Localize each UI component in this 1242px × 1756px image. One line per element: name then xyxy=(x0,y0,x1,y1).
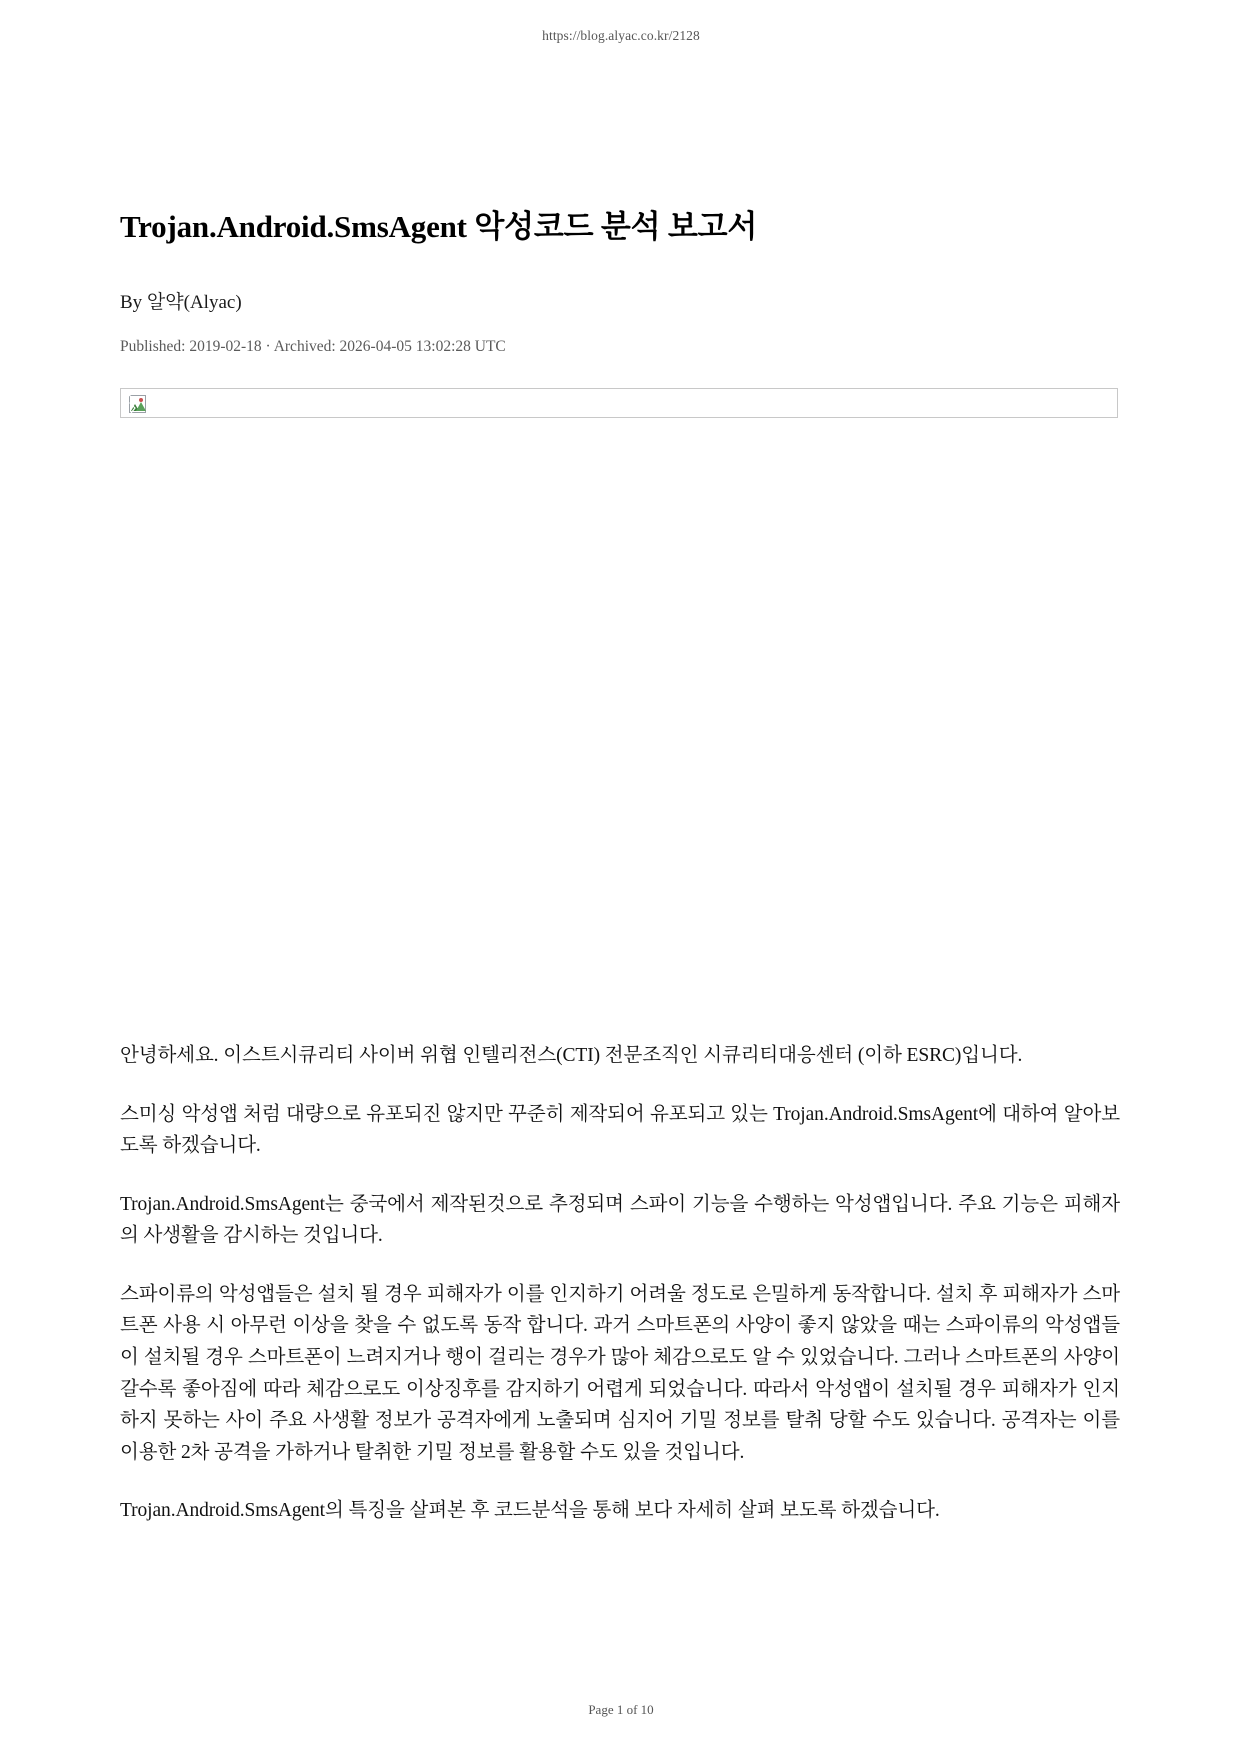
publication-meta: Published: 2019-02-18 · Archived: 2026-04-05 13:02:28 UTC xyxy=(120,338,506,355)
tear-line-icon xyxy=(129,395,146,413)
article-body xyxy=(120,1040,1120,1554)
paragraph: Trojan.Android.SmsAgent는 중국에서 제작된것으로 추정되며 스파이 기능을 수행하는 악성앱입니다. 주요 기능은 피해자의 사생활을 감시하는 것입니다. xyxy=(120,1193,1120,1247)
broken-image-placeholder xyxy=(120,388,1118,418)
paragraph: 스파이류의 악성앱들은 설치 될 경우 피해자가 이를 인지하기 어려울 정도로 은밀하게 동작합니다. 설치 후 피해자가 스마트폰 사용 시 아무런 이상을 찾을 수 없도록 동작 합니다. 과거 스마트폰의 사양이 좋지 않았을 때는 스파이류의 악성앱들이 설치될 경우 스마트폰이 느려지거나 행이 걸리는 경우가 많아 체감으로도 알 수 있었습니다. 그러나 스마트폰의 사양이 갈수록 좋아짐에 따라 체감으로도 이상징후를 감지하기 어렵게 되었습니다. 따라서 악성앱이 설치될 경우 피해자가 인지하지 못하는 사이 주요 사생활 정보가 공격자에게 노출되며 심지어 기밀 정보를 탈취 당할 수도 있습니다. 공격자는 이를 이용한 2차 공격을 가하거나 탈취한 기밀 정보를 활용할 수도 있을 것입니다. xyxy=(120,1283,1120,1463)
paragraph: Trojan.Android.SmsAgent의 특징을 살펴본 후 코드분석을 통해 보다 자세히 살펴 보도록 하겠습니다. xyxy=(120,1500,940,1522)
page-title: Trojan.Android.SmsAgent 악성코드 분석 보고서 xyxy=(120,209,758,244)
source-url: https://blog.alyac.co.kr/2128 xyxy=(542,28,700,43)
byline: By 알약(Alyac) xyxy=(120,292,242,313)
page-number-footer: Page 1 of 10 xyxy=(588,1702,654,1717)
broken-image-icon xyxy=(129,395,146,413)
paragraph: 안녕하세요. 이스트시큐리티 사이버 위협 인텔리전스(CTI) 전문조직인 시큐리티대응센터 (이하 ESRC)입니다. xyxy=(120,1045,1023,1066)
paragraph: 스미싱 악성앱 처럼 대량으로 유포되진 않지만 꾸준히 제작되어 유포되고 있는 Trojan.Android.SmsAgent에 대하여 알아보도록 하겠습니다. xyxy=(120,1103,1120,1157)
